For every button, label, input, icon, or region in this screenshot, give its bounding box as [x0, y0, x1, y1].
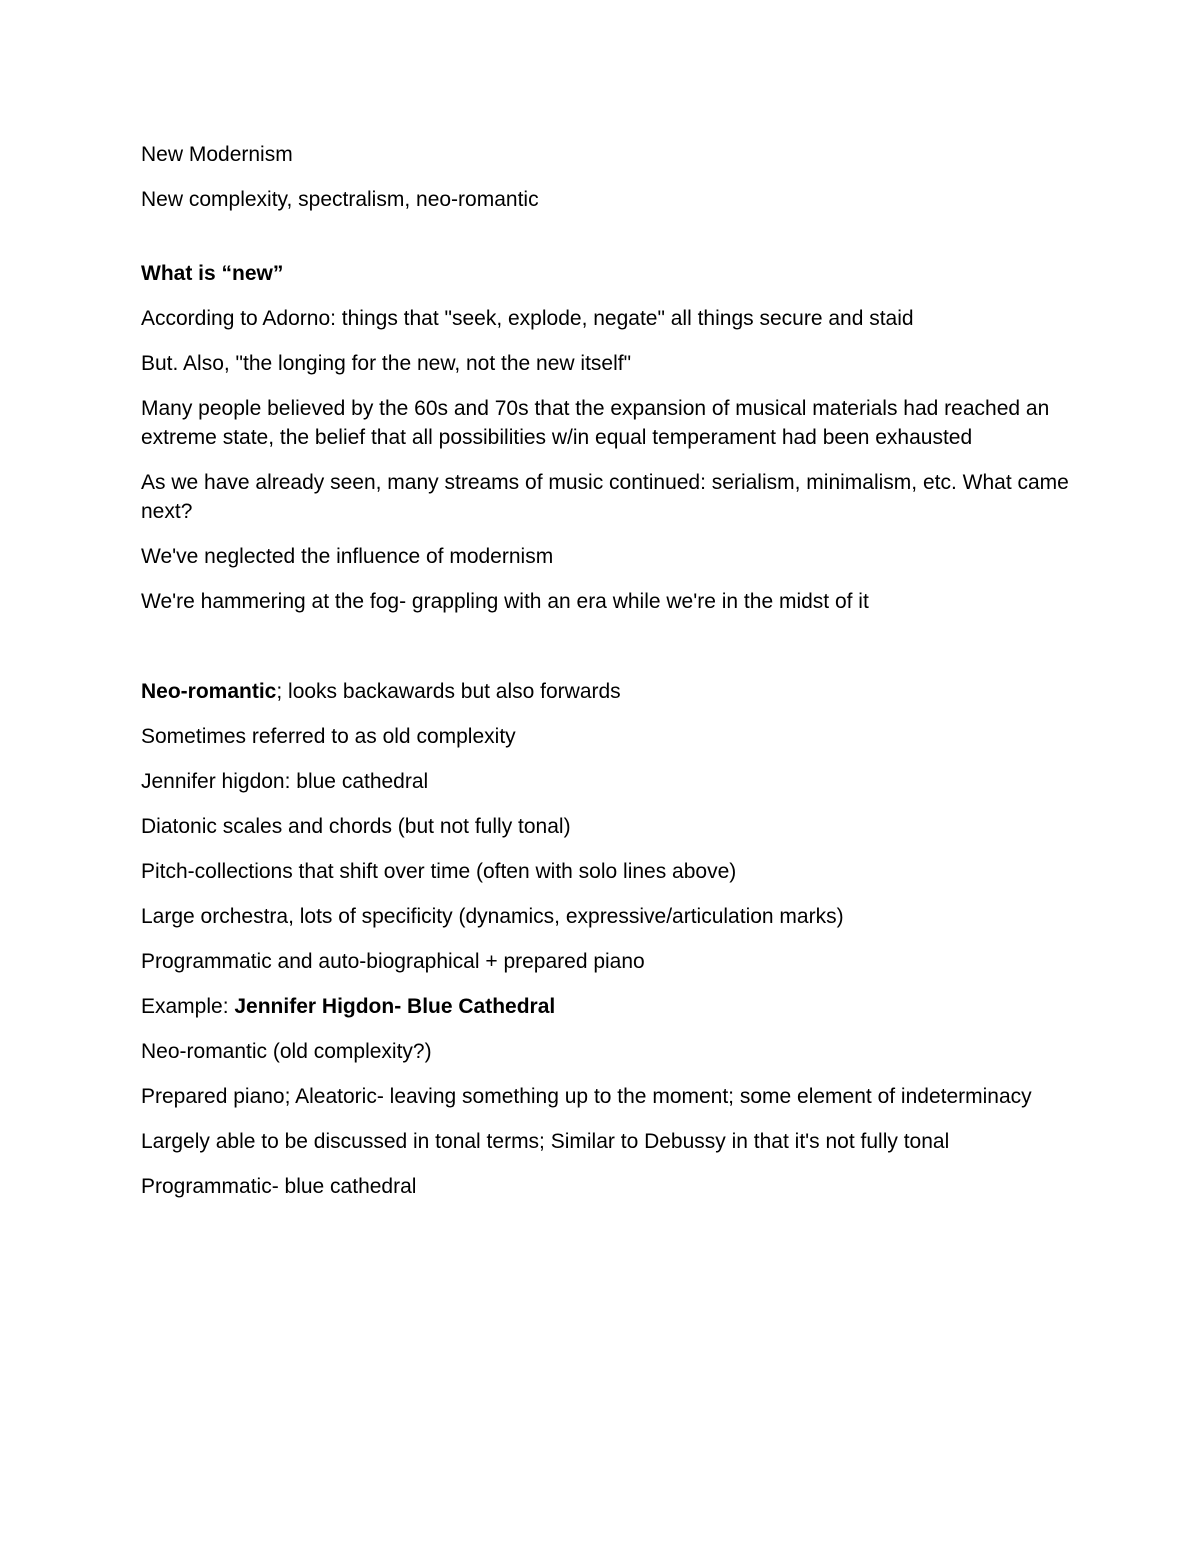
- paragraph: Large orchestra, lots of specificity (dynamics, expressive/articulation marks): [141, 905, 844, 928]
- paragraph: Pitch-collections that shift over time (often with solo lines above): [141, 860, 737, 883]
- paragraph: We're hammering at the fog- grappling with an era while we're in the midst of it: [141, 590, 869, 613]
- section-heading-neo-romantic: [141, 677, 1071, 706]
- document-body: [141, 140, 1071, 1217]
- paragraph: Diatonic scales and chords (but not fully tonal): [141, 815, 571, 838]
- document-subtitle: New complexity, spectralism, neo-romantic: [141, 188, 539, 211]
- note: Largely able to be discussed in tonal terms; Similar to Debussy in that it's not fully tonal: [141, 1130, 950, 1153]
- paragraph: Programmatic and auto-biographical + prepared piano: [141, 950, 645, 973]
- note: Neo-romantic (old complexity?): [141, 1040, 432, 1063]
- document-title: New Modernism: [141, 143, 293, 166]
- paragraph: Many people believed by the 60s and 70s that the expansion of musical materials had reached an extreme state, the belief that all possibilities w/in equal temperament had been exhausted: [141, 397, 1050, 449]
- paragraph: But. Also, "the longing for the new, not the new itself": [141, 352, 632, 375]
- paragraph: According to Adorno: things that "seek, explode, negate" all things secure and staid: [141, 307, 914, 330]
- example-title: Jennifer Higdon- Blue Cathedral: [234, 995, 556, 1018]
- paragraph: Jennifer higdon: blue cathedral: [141, 770, 429, 793]
- example-label: Example:: [141, 995, 235, 1018]
- example-line: [141, 992, 1071, 1021]
- note: Prepared piano; Aleatoric- leaving something up to the moment; some element of indeterminacy: [141, 1085, 1032, 1108]
- heading-rest-text: ; looks backawards but also forwards: [276, 680, 621, 703]
- paragraph: Sometimes referred to as old complexity: [141, 725, 516, 748]
- paragraph: As we have already seen, many streams of music continued: serialism, minimalism, etc. What came next?: [141, 471, 1069, 523]
- section-heading-what-is-new: What is “new”: [141, 262, 284, 285]
- note: Programmatic- blue cathedral: [141, 1175, 417, 1198]
- heading-bold-text: Neo-romantic: [141, 680, 277, 703]
- paragraph: We've neglected the influence of modernism: [141, 545, 554, 568]
